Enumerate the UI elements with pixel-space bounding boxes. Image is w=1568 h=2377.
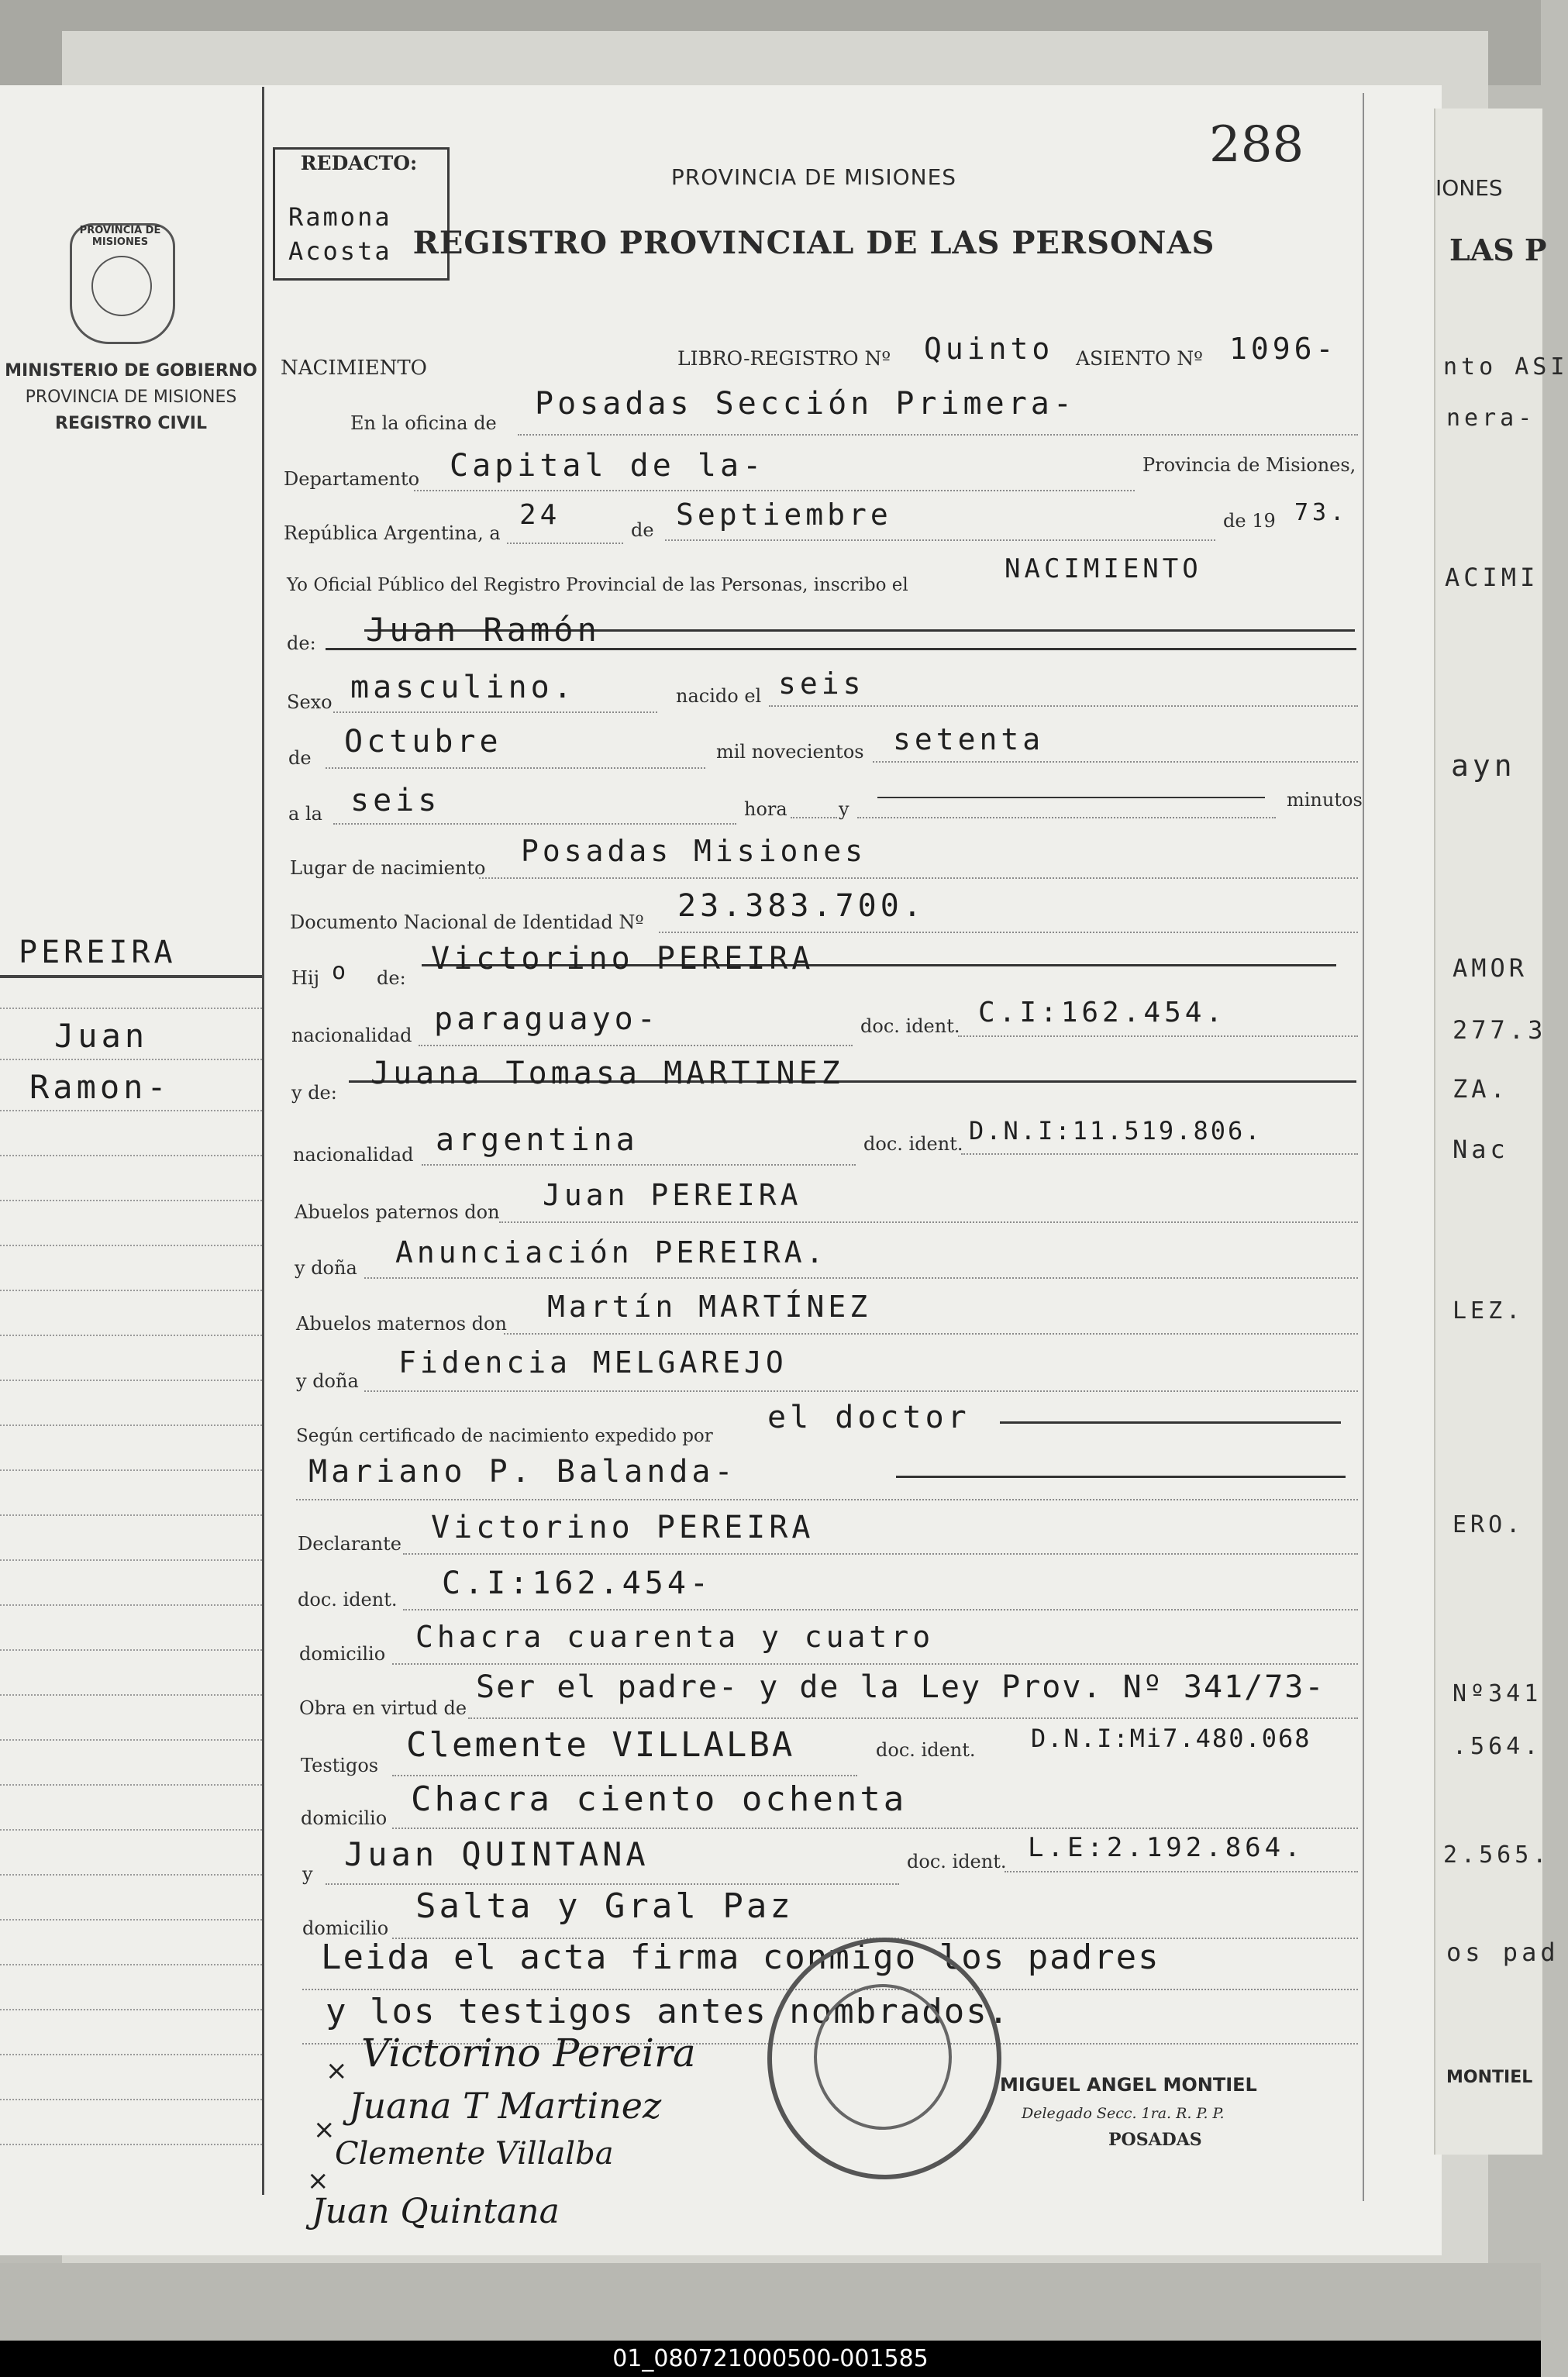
fill-line [333, 823, 736, 825]
domicilio-label: domicilio [301, 1807, 388, 1829]
domicilio-testigo2-value: Salta y Gral Paz [415, 1886, 794, 1926]
seal-text: PROVINCIA DE MISIONES [79, 225, 161, 248]
hijo-label: Hij [291, 967, 320, 989]
margin-ruling [0, 1559, 262, 1561]
departamento-label: Departamento [284, 468, 420, 490]
ministry-line: PROVINCIA DE MISIONES [25, 388, 237, 407]
province-heading: PROVINCIA DE MISIONES [670, 164, 957, 190]
departamento-value: Capital de la- [450, 448, 766, 484]
hora-value: seis [350, 783, 441, 818]
padre-value: Victorino PEREIRA [431, 941, 815, 977]
fill-line [392, 1828, 1358, 1829]
fill-line [665, 539, 1215, 541]
declarante-label: Declarante [298, 1533, 401, 1555]
hijo-de-label: de: [377, 967, 406, 989]
doc-padre-value: C.I:162.454. [978, 997, 1227, 1028]
margin-ruling [0, 2099, 262, 2100]
de-label: de [631, 519, 654, 541]
fill-line [422, 1164, 856, 1166]
nacionalidad-padre-value: paraguayo- [434, 1001, 660, 1037]
adjacent-page-text: .564. [1453, 1733, 1542, 1760]
doc-ident-label: doc. ident. [863, 1133, 963, 1155]
dni-value: 23.383.700. [677, 888, 925, 924]
testigos-label: Testigos [301, 1755, 379, 1776]
adjacent-page-text: nera- [1446, 405, 1536, 432]
margin-ruling [0, 2054, 262, 2055]
doc-ident-label: doc. ident. [298, 1589, 398, 1611]
margin-ruling [0, 1290, 262, 1291]
scan-background [0, 2263, 1541, 2341]
domicilio-label: domicilio [302, 1917, 389, 1939]
margin-ruling [0, 1604, 262, 1606]
margin-ruling [0, 2144, 262, 2145]
page-number: 288 [1209, 116, 1304, 174]
fill-line [403, 1609, 1358, 1611]
fill-line [392, 1775, 857, 1776]
fill-line [504, 1333, 1358, 1335]
adjacent-page-text: Nac [1453, 1135, 1509, 1164]
document-title: REGISTRO PROVINCIAL DE LAS PERSONAS [412, 225, 1215, 261]
margin-ruling [0, 1110, 262, 1111]
madre-value: Juana Tomasa MARTINEZ [370, 1056, 844, 1091]
minutos-label: minutos [1287, 789, 1363, 811]
republica-label: República Argentina, a [284, 522, 501, 544]
margin-ruling [0, 1514, 262, 1516]
margin-surname-rule [0, 975, 262, 978]
fill-line [403, 1553, 1358, 1555]
margin-ruling [0, 1059, 262, 1060]
filename-caption: 01_080721000500-001585 [0, 2341, 1541, 2377]
fill-line [419, 1045, 853, 1046]
certificado-label: Según certificado de nacimiento expedido por [296, 1426, 713, 1446]
margin-ruling [0, 2009, 262, 2010]
margin-ruling [0, 1335, 262, 1336]
y-label: y [839, 798, 849, 820]
nacionalidad-madre-value: argentina [436, 1122, 639, 1158]
fill-line [961, 1153, 1358, 1155]
adjacent-page-text: nto ASI [1443, 353, 1568, 381]
a-la-label: a la [288, 803, 322, 825]
oficial-label: Yo Oficial Público del Registro Provincial de las Personas, inscribo el [287, 575, 908, 595]
abuelos-maternos-label: Abuelos maternos don [296, 1313, 507, 1335]
margin-ruling [0, 1380, 262, 1381]
fill-line [873, 761, 1358, 763]
fill-line [1005, 1871, 1358, 1872]
signature-x-mark: × [313, 2114, 336, 2145]
seal-emblem-icon [91, 256, 152, 316]
declarante-value: Victorino PEREIRA [431, 1510, 815, 1545]
provincia-label: Provincia de Misiones, [1142, 454, 1356, 476]
abuela-materna-value: Fidencia MELGAREJO [398, 1345, 787, 1380]
official-role: Delegado Secc. 1ra. R. P. P. [1022, 2105, 1225, 2122]
margin-ruling [0, 1155, 262, 1156]
margin-ruling [0, 1649, 262, 1651]
de-name-label: de: [287, 632, 316, 654]
mil-label: mil novecientos [716, 741, 864, 763]
adjacent-page-text: ZA. [1453, 1074, 1509, 1104]
ministry-line: MINISTERIO DE GOBIERNO [5, 361, 257, 381]
fill-line [857, 817, 1276, 818]
fill-line [518, 434, 1358, 436]
fill-line [364, 1390, 1358, 1392]
nacido-label: nacido el [676, 685, 762, 707]
margin-ruling [0, 1424, 262, 1426]
margin-rule [262, 87, 264, 2195]
y-dona-label: y doña [295, 1257, 357, 1279]
abuelo-paterno-value: Juan PEREIRA [543, 1178, 802, 1212]
doc-ident-label: doc. ident. [907, 1851, 1007, 1872]
margin-ruling [0, 1829, 262, 1831]
y-label: y [302, 1863, 313, 1885]
fill-line [468, 1717, 1358, 1719]
fill-line [499, 1221, 1358, 1223]
de-year-label: de 19 [1223, 510, 1276, 532]
adjacent-page-text: ayn [1451, 749, 1516, 783]
doc-declarante-value: C.I:162.454- [442, 1566, 712, 1601]
adjacent-page-text: ACIMI [1445, 563, 1539, 592]
fill-line [659, 932, 1358, 933]
lugar-label: Lugar de nacimiento [290, 857, 486, 879]
signature: Juana T Martinez [349, 2085, 662, 2127]
margin-ruling [0, 1200, 262, 1201]
adjacent-page-text: ERO. [1453, 1511, 1525, 1538]
doc-ident-label: doc. ident. [876, 1739, 976, 1761]
official-stamp-inner-icon [814, 1984, 952, 2130]
margin-given-name: Ramon- [29, 1068, 171, 1106]
asiento-value: 1096- [1229, 332, 1338, 366]
oficial-value: NACIMIENTO [1005, 553, 1202, 584]
domicilio-testigo1-value: Chacra ciento ochenta [411, 1779, 908, 1819]
adjacent-page-text: os pad [1446, 1938, 1559, 1967]
right-rule [1363, 93, 1364, 2201]
ministry-line: REGISTRO CIVIL [55, 414, 207, 433]
margin-ruling [0, 1784, 262, 1786]
hora-label: hora [744, 798, 787, 820]
y-dona-label: y doña [296, 1370, 359, 1392]
doc-testigo2-value: L.E:2.192.864. [1028, 1832, 1304, 1863]
adjacent-page-text: LEZ. [1453, 1297, 1525, 1325]
signature: Victorino Pereira [361, 2031, 696, 2076]
redacto-name-line: Ramona [288, 202, 392, 232]
fill-line [326, 1883, 899, 1885]
closing-statement: y los testigos antes nombrados. [326, 1992, 1011, 2031]
mil-value: setenta [893, 722, 1045, 756]
adjacent-page-text: Nº341 [1453, 1680, 1542, 1707]
abuelos-paternos-label: Abuelos paternos don [295, 1201, 500, 1223]
fill-line [507, 543, 623, 544]
closing-statement: Leida el acta firma conmigo los padres [321, 1938, 1160, 1977]
signature-x-mark: × [307, 2165, 329, 2196]
y-de-label: y de: [291, 1082, 337, 1104]
certificado-value: el doctor [767, 1400, 970, 1435]
redacto-name-line: Acosta [288, 236, 392, 266]
abuelo-materno-value: Martín MARTÍNEZ [547, 1290, 872, 1324]
fill-line [392, 1663, 1358, 1665]
testigo2-value: Juan QUINTANA [344, 1835, 650, 1873]
redacto-label: REDACTO: [300, 152, 418, 174]
asiento-label: ASIENTO Nº [1076, 347, 1203, 370]
oficina-label: En la oficina de [350, 412, 497, 434]
dia-value: 24 [519, 499, 561, 531]
margin-ruling [0, 1008, 262, 1009]
mes-value: Septiembre [676, 498, 892, 532]
doc-madre-value: D.N.I:11.519.806. [969, 1116, 1263, 1145]
sexo-label: Sexo [287, 691, 333, 713]
doc-ident-label: doc. ident. [860, 1015, 960, 1037]
margin-surname: PEREIRA [19, 935, 177, 970]
adjacent-page-text: 2.565. [1443, 1841, 1551, 1869]
record-type-label: NACIMIENTO [281, 357, 427, 380]
obra-label: Obra en virtud de [299, 1697, 467, 1719]
doc-testigo1-value: D.N.I:Mi7.480.068 [1031, 1724, 1311, 1753]
official-name: MIGUEL ANGEL MONTIEL [1000, 2074, 1257, 2096]
margin-ruling [0, 1694, 262, 1696]
margin-ruling [0, 1245, 262, 1246]
margin-ruling [0, 1874, 262, 1876]
domicilio-label: domicilio [299, 1643, 386, 1665]
year-value: 73. [1294, 499, 1349, 526]
adjacent-page-text: AMOR [1453, 953, 1528, 983]
nacionalidad-label: nacionalidad [291, 1025, 412, 1046]
signature-x-mark: × [326, 2055, 348, 2086]
margin-given-name: Juan [54, 1017, 149, 1055]
fill-line [364, 1277, 1358, 1279]
abuela-paterna-value: Anunciación PEREIRA. [395, 1235, 828, 1269]
signature: Juan Quintana [312, 2192, 560, 2231]
sexo-value: masculino. [350, 670, 576, 705]
margin-ruling [0, 1964, 262, 1965]
nacido-value: seis [778, 667, 865, 701]
hijo-o-value: o [332, 958, 350, 985]
lugar-value: Posadas Misiones [521, 834, 867, 868]
fill-line [769, 705, 1358, 707]
fill-line [414, 490, 1135, 491]
adjacent-page-text: IONES [1435, 175, 1503, 201]
margin-ruling [0, 1739, 262, 1741]
doctor-rule [896, 1476, 1346, 1478]
certificado-rule [1000, 1421, 1341, 1424]
signature: Clemente Villalba [335, 2136, 614, 2172]
adjacent-page-text: MONTIEL [1446, 2068, 1533, 2087]
margin-ruling [0, 1919, 262, 1921]
fill-line [333, 711, 657, 713]
minutes-rule [877, 797, 1265, 798]
dni-label: Documento Nacional de Identidad Nº [290, 911, 644, 933]
mes-nac-value: Octubre [344, 724, 502, 760]
obra-value: Ser el padre- y de la Ley Prov. Nº 341/73- [476, 1669, 1325, 1705]
adjacent-page [1434, 109, 1568, 2155]
de-mes-label: de [288, 747, 312, 769]
fill-line [958, 1035, 1358, 1037]
ministry-heading [0, 358, 262, 437]
fill-line [791, 817, 837, 818]
nacionalidad-label: nacionalidad [293, 1144, 414, 1166]
doctor-value: Mariano P. Balanda- [308, 1454, 737, 1490]
domicilio-declarante-value: Chacra cuarenta y cuatro [415, 1620, 935, 1654]
margin-ruling [0, 1469, 262, 1471]
adjacent-page-text: LAS P [1449, 233, 1547, 267]
fill-line [326, 767, 705, 769]
name-value: Juan Ramón [366, 611, 601, 649]
libro-value: Quinto [924, 332, 1054, 366]
adjacent-page-text: 277.3 [1453, 1015, 1547, 1045]
official-place: POSADAS [1108, 2130, 1202, 2150]
fill-line [479, 877, 1358, 879]
fill-line [296, 1499, 1358, 1500]
testigo1-value: Clemente VILLALBA [406, 1725, 795, 1765]
oficina-value: Posadas Sección Primera- [535, 386, 1076, 422]
libro-label: LIBRO-REGISTRO Nº [677, 347, 891, 370]
